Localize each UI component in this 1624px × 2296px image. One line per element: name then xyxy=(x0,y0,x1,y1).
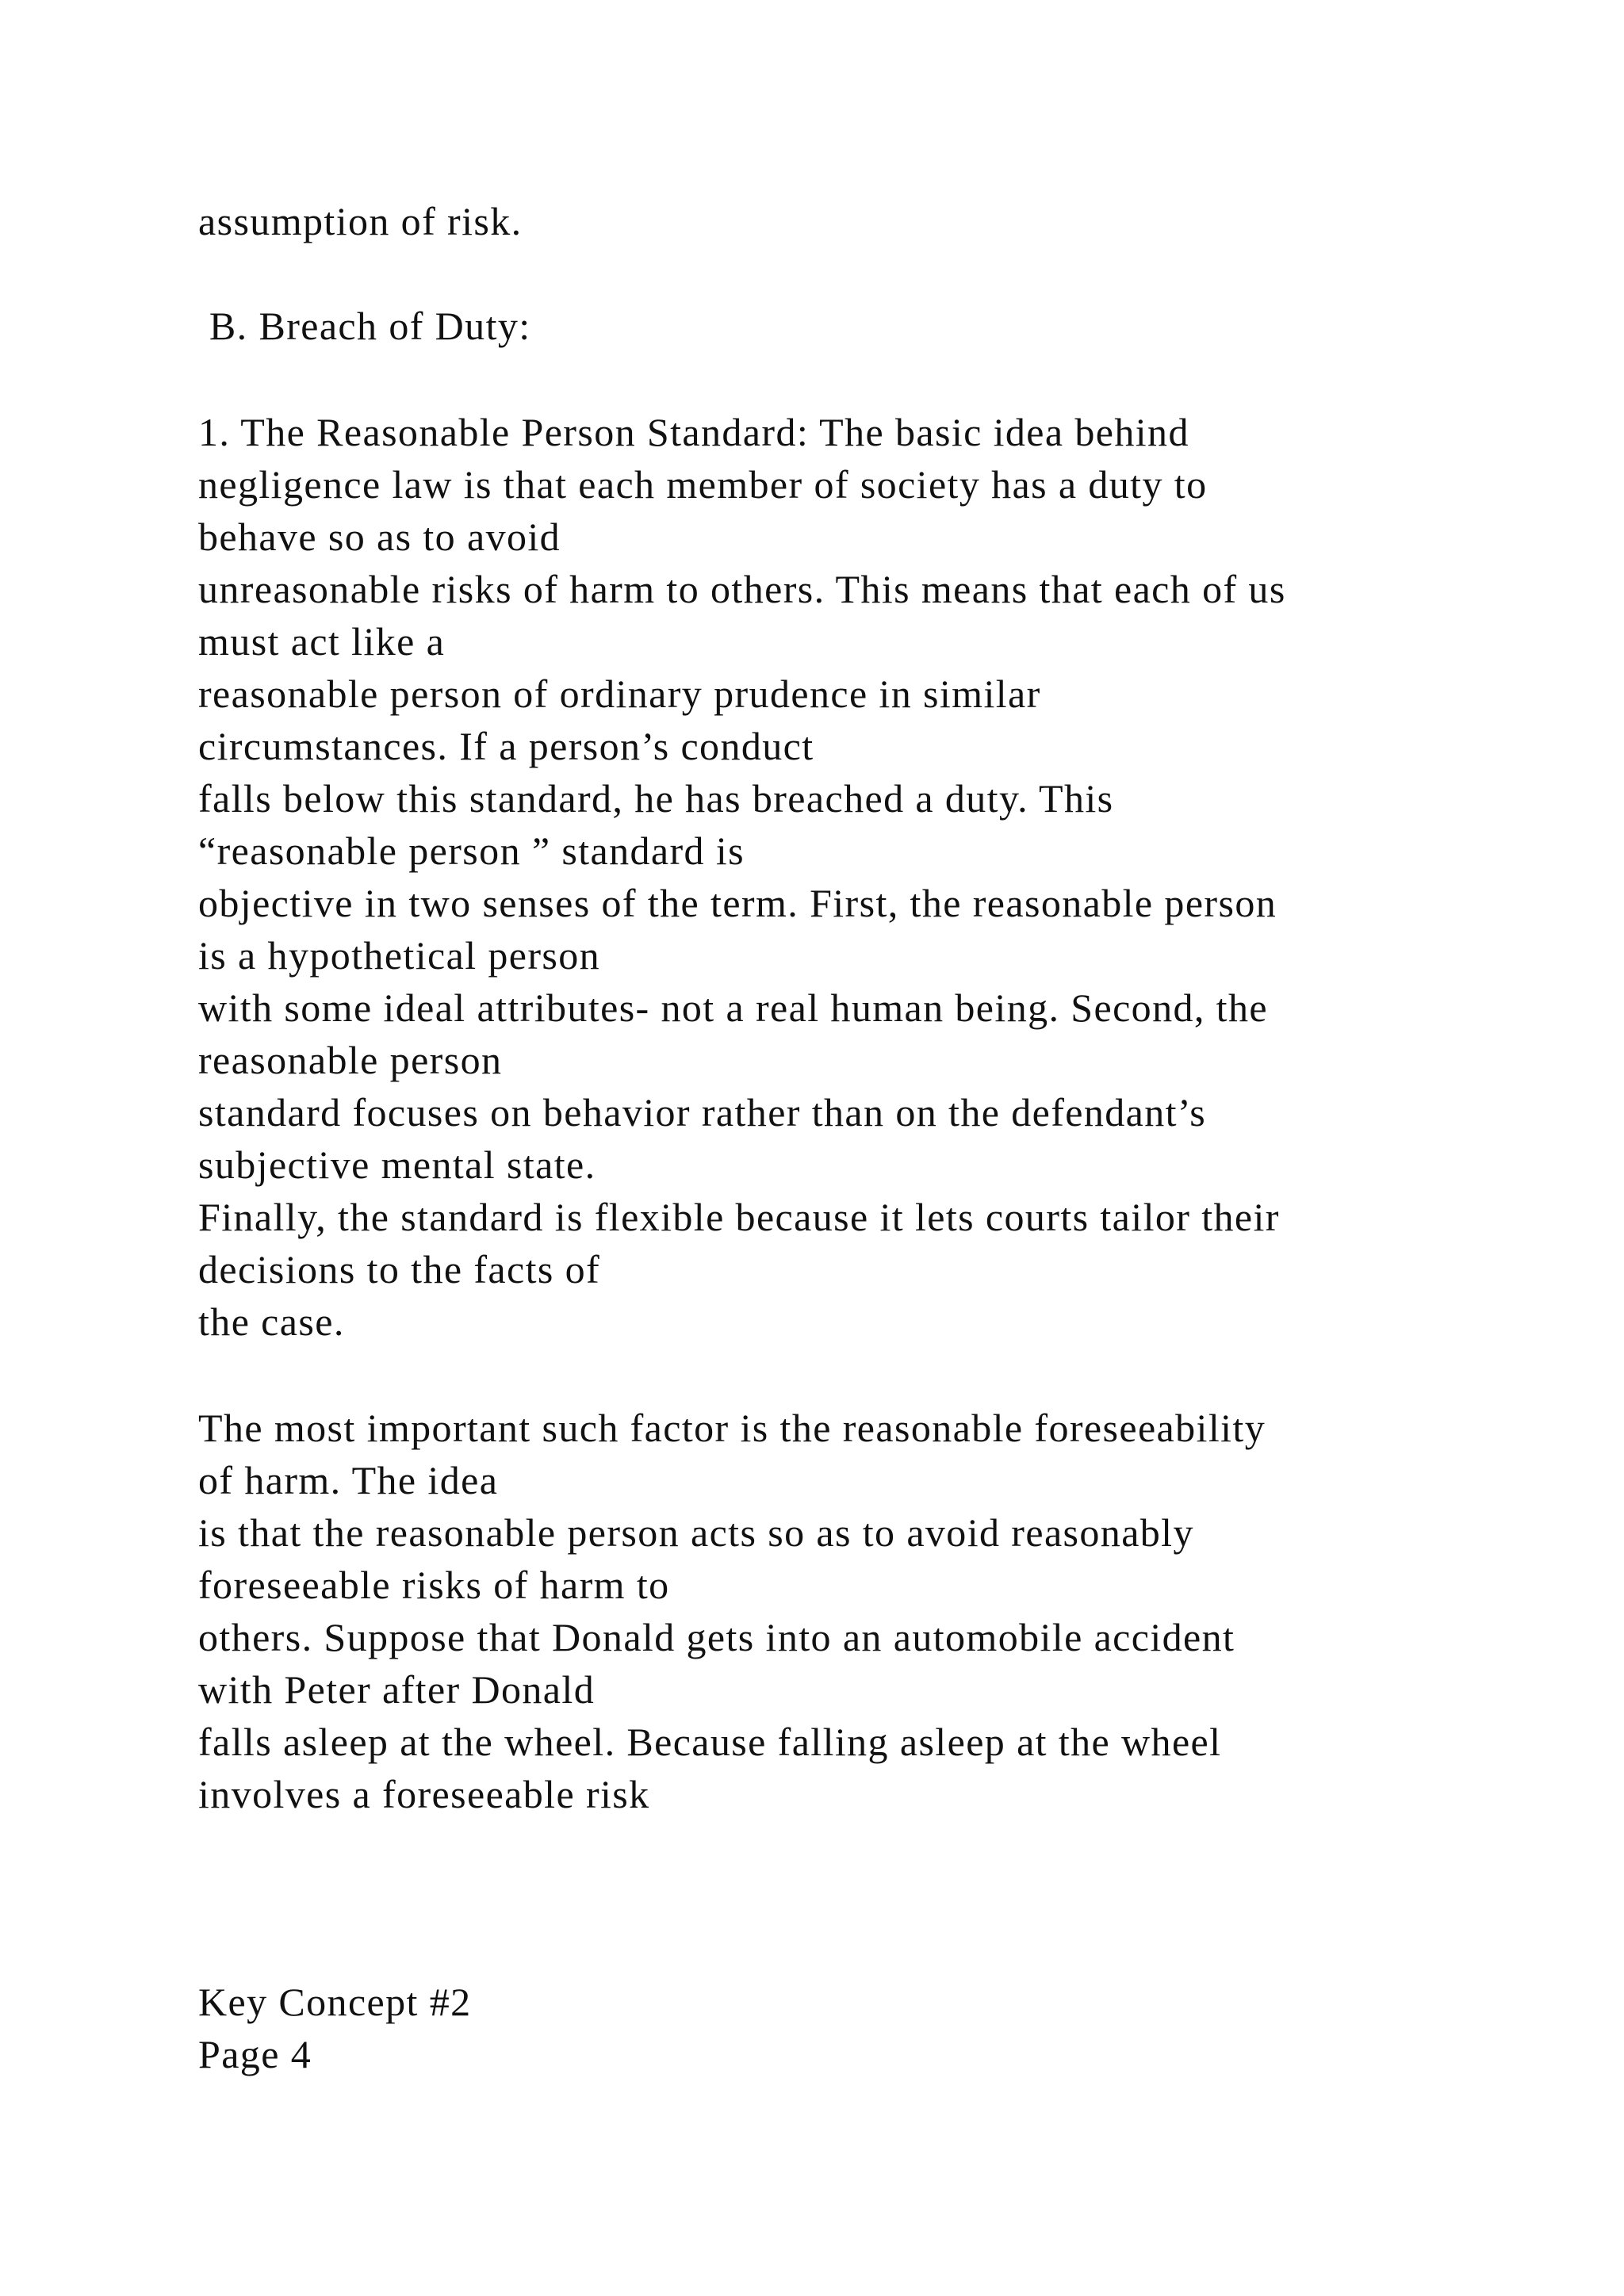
text-line: involves a foreseeable risk xyxy=(198,1772,650,1816)
text-line: must act like a xyxy=(198,619,446,664)
text-line: reasonable person xyxy=(198,1038,503,1082)
text-line: The most important such factor is the reasonable foreseeability xyxy=(198,1406,1266,1450)
text-line: assumption of risk. xyxy=(198,199,523,243)
text-line: unreasonable risks of harm to others. This means that each of us xyxy=(198,567,1286,611)
text-line: 1. The Reasonable Person Standard: The basic idea behind xyxy=(198,410,1189,454)
section-heading: B. Breach of Duty: xyxy=(198,304,531,348)
text-line: falls below this standard, he has breached a duty. This xyxy=(198,776,1114,821)
document-page xyxy=(198,0,1530,2296)
text-line: with Peter after Donald xyxy=(198,1667,596,1712)
text-line: Finally, the standard is flexible because it lets courts tailor their xyxy=(198,1195,1280,1239)
text-line: of harm. The idea xyxy=(198,1458,499,1502)
text-line: is that the reasonable person acts so as to avoid reasonably xyxy=(198,1510,1194,1555)
text-line: “reasonable person ” standard is xyxy=(198,828,745,873)
text-line: foreseeable risks of harm to xyxy=(198,1563,670,1607)
text-line: reasonable person of ordinary prudence in similar xyxy=(198,672,1041,716)
text-line: decisions to the facts of xyxy=(198,1247,601,1292)
text-line: behave so as to avoid xyxy=(198,515,561,559)
text-line: subjective mental state. xyxy=(198,1142,596,1187)
page-number: Page 4 xyxy=(198,2032,312,2076)
text-line: circumstances. If a person’s conduct xyxy=(198,724,814,768)
text-line: others. Suppose that Donald gets into an automobile accident xyxy=(198,1615,1235,1659)
text-line: negligence law is that each member of society has a duty to xyxy=(198,462,1208,507)
text-line: standard focuses on behavior rather than on the defendant’s xyxy=(198,1090,1207,1135)
text-line: the case. xyxy=(198,1299,345,1344)
text-line: is a hypothetical person xyxy=(198,933,601,978)
footer-title: Key Concept #2 xyxy=(198,1980,472,2024)
text-line: falls asleep at the wheel. Because falling asleep at the wheel xyxy=(198,1720,1222,1764)
text-line: objective in two senses of the term. First, the reasonable person xyxy=(198,881,1277,925)
text-line: with some ideal attributes- not a real human being. Second, the xyxy=(198,985,1268,1030)
